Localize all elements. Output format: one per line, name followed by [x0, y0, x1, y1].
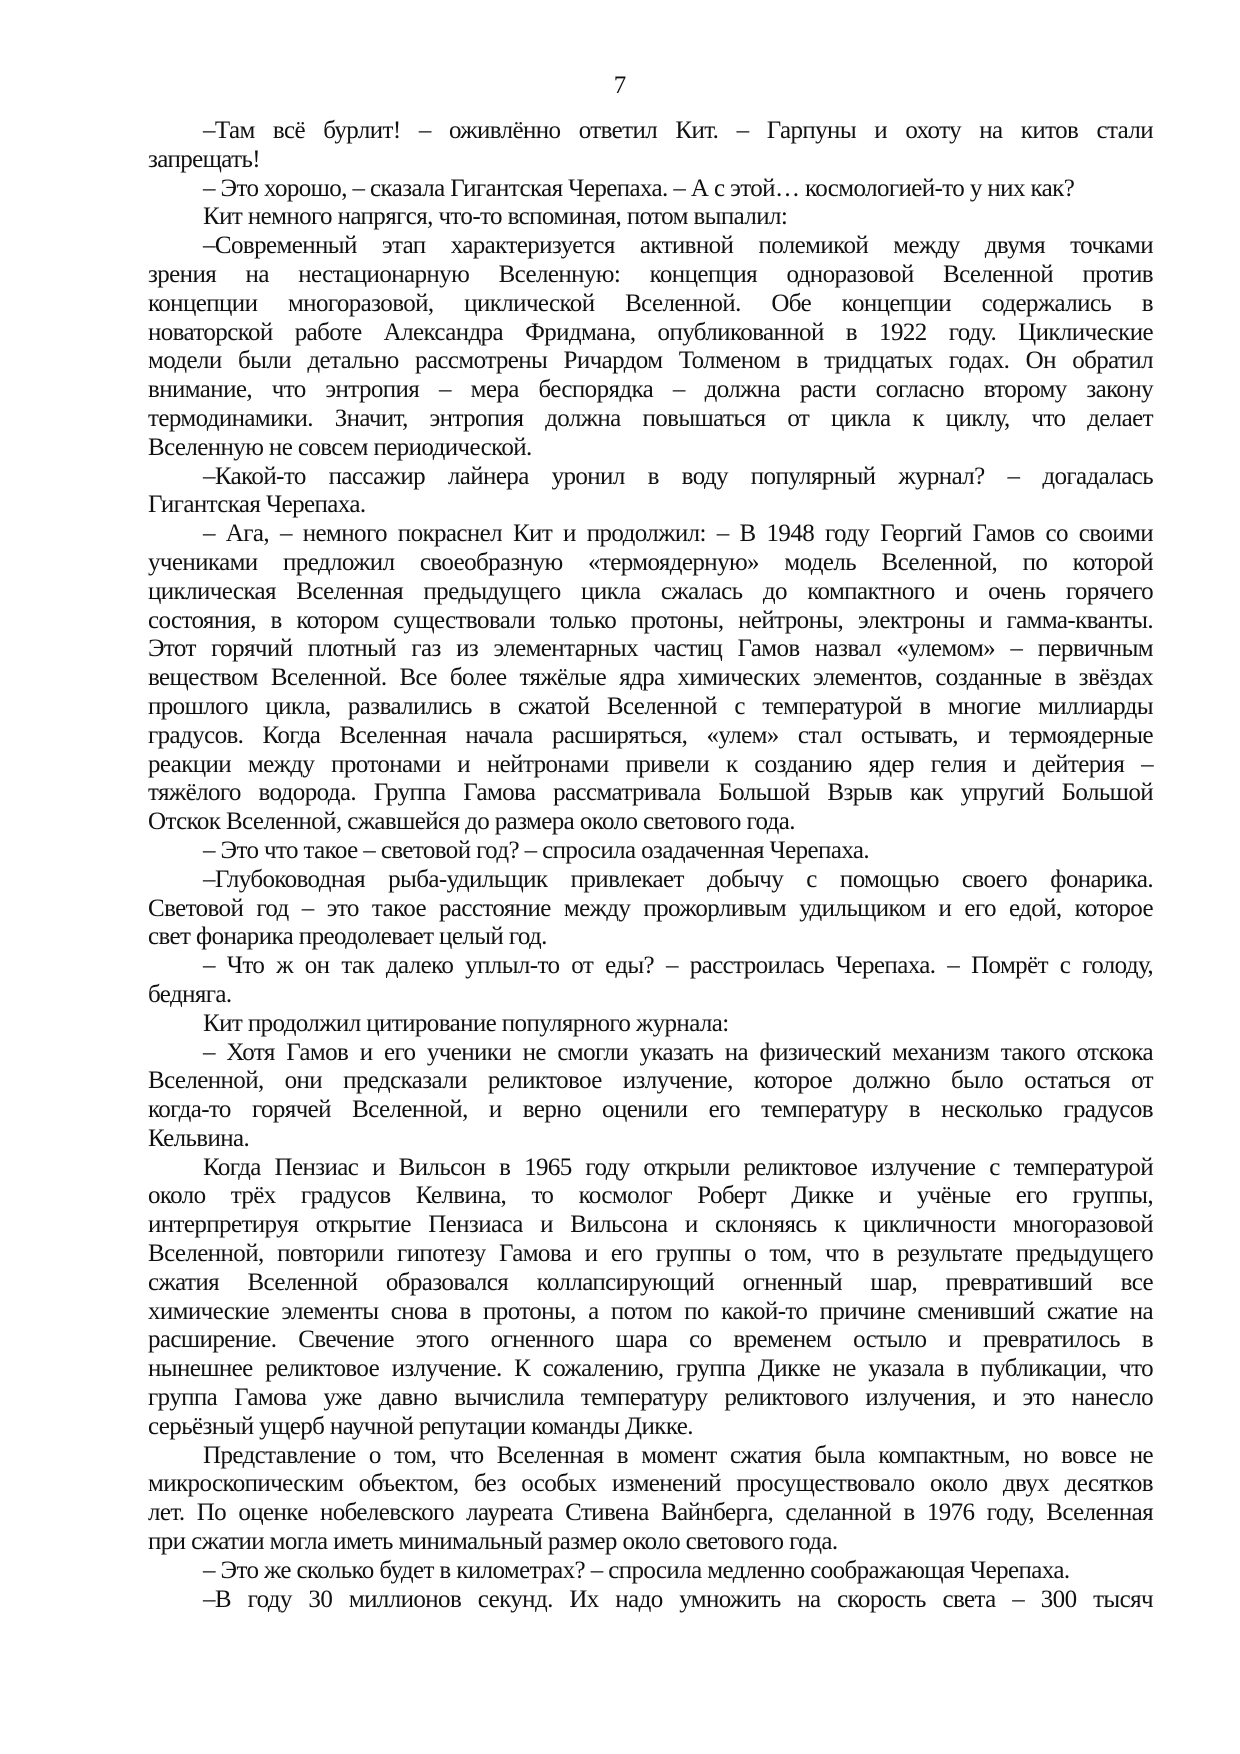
- text-line: термодинамики. Значит, энтропия должна повышаться от цикла к циклу, что делает: [148, 404, 1153, 432]
- paragraph: [148, 520, 1153, 837]
- text-line: циклическая Вселенная предыдущего цикла сжалась до компактного и очень горячего: [148, 577, 1153, 605]
- text-line: – Это хорошо, – сказала Гигантская Черепаха. – А с этой… космологией-то у них как?: [203, 174, 1075, 202]
- text-line: лет. По оценке нобелевского лауреата Стивена Вайнберга, сделанной в 1976 году, Вселенная: [148, 1499, 1153, 1527]
- text-line: расширение. Свечение этого огненного шара со временем остыло и превратилось в: [148, 1326, 1153, 1354]
- text-line: внимание, что энтропия – мера беспорядка – должна расти согласно второму закону: [148, 376, 1153, 404]
- text-line: Гигантская Черепаха.: [148, 491, 366, 519]
- paragraph: [148, 1586, 1153, 1615]
- text-line: около трёх градусов Келвина, то космолог Роберт Дикке и учёные его группы,: [148, 1182, 1153, 1210]
- text-line: Вселенной, они предсказали реликтовое излучение, которое должно было остаться от: [148, 1067, 1153, 1095]
- text-line: Кит немного напрягся, что-то вспоминая, потом выпалил:: [203, 203, 788, 231]
- text-line: Световой год – это такое расстояние между прожорливым удильщиком и его едой, которое: [148, 894, 1153, 922]
- text-line: сжатия Вселенной образовался коллапсирующий огненный шар, превративший все: [148, 1268, 1153, 1296]
- text-line: модели были детально рассмотрены Ричардом Толменом в тридцатых годах. Он обратил: [148, 347, 1153, 375]
- text-line: серьёзный ущерб научной репутации команды Дикке.: [148, 1412, 693, 1440]
- paragraph: [148, 837, 1153, 866]
- text-line: Кельвина.: [148, 1124, 250, 1152]
- text-line: –Какой-то пассажир лайнера уронил в воду популярный журнал? – догадалась: [203, 462, 1153, 490]
- text-line: веществом Вселенной. Все более тяжёлые ядра химических элементов, созданные в звёздах: [148, 664, 1153, 692]
- text-line: бедняга.: [148, 980, 232, 1008]
- text-line: Когда Пензиас и Вильсон в 1965 году открыли реликтовое излучение с температурой: [203, 1153, 1153, 1181]
- text-line: при сжатии могла иметь минимальный размер около светового года.: [148, 1528, 838, 1556]
- text-line: Этот горячий плотный газ из элементарных частиц Гамов назвал «улемом» – первичным: [148, 635, 1153, 663]
- paragraph: [148, 117, 1153, 175]
- text-line: Вселенную не совсем периодической.: [148, 433, 532, 461]
- paragraph: [148, 1010, 1153, 1039]
- text-line: учениками предложил своеобразную «термоядерную» модель Вселенной, по которой: [148, 548, 1153, 576]
- text-line: свет фонарика преодолевает целый год.: [148, 923, 547, 951]
- text-line: Кит продолжил цитирование популярного журнала:: [203, 1009, 729, 1037]
- text-line: –Современный этап характеризуется активной полемикой между двумя точками: [203, 232, 1153, 260]
- text-line: – Ага, – немного покраснел Кит и продолжил: – В 1948 году Георгий Гамов со своими: [203, 520, 1153, 548]
- paragraph: [148, 866, 1153, 952]
- page-number: 7: [613, 72, 627, 99]
- text-line: – Это что такое – световой год? – спросила озадаченная Черепаха.: [203, 836, 870, 864]
- text-line: состояния, в котором существовали только протоны, нейтроны, электроны и гамма-кванты.: [148, 606, 1153, 634]
- paragraph: [148, 952, 1153, 1010]
- text-line: градусов. Когда Вселенная начала расширяться, «улем» стал остывать, и термоядерные: [148, 721, 1153, 749]
- text-line: микроскопическим объектом, без особых изменений просуществовало около двух десятков: [148, 1470, 1153, 1498]
- text-line: – Это же сколько будет в километрах? – спросила медленно соображающая Черепаха.: [203, 1556, 1070, 1584]
- text-line: новаторской работе Александра Фридмана, опубликованной в 1922 году. Циклические: [148, 318, 1153, 346]
- text-line: Отскок Вселенной, сжавшейся до размера около светового года.: [148, 808, 795, 836]
- paragraph: [148, 1442, 1153, 1557]
- text-line: –Глубоководная рыба-удильщик привлекает добычу с помощью своего фонарика.: [203, 865, 1153, 893]
- text-line: –Там всё бурлит! – оживлённо ответил Кит. – Гарпуны и охоту на китов стали: [203, 117, 1153, 144]
- text-line: запрещать!: [148, 145, 260, 173]
- text-line: зрения на нестационарную Вселенную: концепция одноразовой Вселенной против: [148, 260, 1153, 288]
- text-line: концепции многоразовой, циклической Вселенной. Обе концепции содержались в: [148, 289, 1153, 317]
- paragraph: [148, 232, 1153, 462]
- text-line: – Что ж он так далеко уплыл-то от еды? – расстроилась Черепаха. – Помрёт с голоду,: [203, 952, 1153, 980]
- body-text: [148, 117, 1153, 1614]
- paragraph: [148, 463, 1153, 521]
- paragraph: [148, 1154, 1153, 1442]
- text-line: нынешнее реликтовое излучение. К сожалению, группа Дикке не указала в публикации, что: [148, 1355, 1153, 1383]
- text-line: когда-то горячей Вселенной, и верно оценили его температуру в несколько градусов: [148, 1096, 1153, 1124]
- text-line: –В году 30 миллионов секунд. Их надо умножить на скорость света – 300 тысяч: [203, 1585, 1153, 1613]
- text-line: группа Гамова уже давно вычислила температуру реликтового излучения, и это нанесло: [148, 1384, 1153, 1412]
- paragraph: [148, 175, 1153, 204]
- text-line: – Хотя Гамов и его ученики не смогли указать на физический механизм такого отскока: [203, 1038, 1153, 1066]
- text-line: Представление о том, что Вселенная в момент сжатия была компактным, но вовсе не: [203, 1441, 1153, 1469]
- text-line: реакции между протонами и нейтронами привели к созданию ядер гелия и дейтерия –: [148, 750, 1153, 778]
- text-line: Вселенной, повторили гипотезу Гамова и его группы о том, что в результате предыдущего: [148, 1240, 1153, 1268]
- text-line: прошлого цикла, развалились в сжатой Вселенной с температурой в многие миллиарды: [148, 692, 1153, 720]
- text-line: химические элементы снова в протоны, а потом по какой-то причине сменивший сжатие на: [148, 1297, 1153, 1325]
- paragraph: [148, 1039, 1153, 1154]
- text-line: тяжёлого водорода. Группа Гамова рассматривала Большой Взрыв как упругий Большой: [148, 779, 1153, 807]
- paragraph: [148, 1557, 1153, 1586]
- paragraph: [148, 203, 1153, 232]
- text-line: интерпретируя открытие Пензиаса и Вильсона и склоняясь к цикличности многоразовой: [148, 1211, 1153, 1239]
